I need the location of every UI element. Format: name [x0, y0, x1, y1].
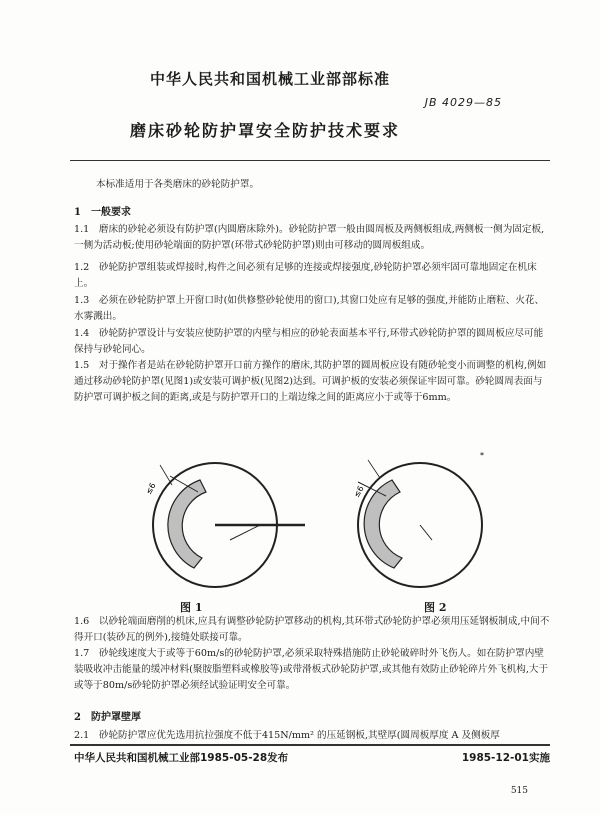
clause-1-1: 1.1 磨床的砂轮必须设有防护罩(内圆磨床除外)。砂轮防护罩一般由圆周板及两侧板组成,两侧板一侧为固定板,一侧为活动板;使用砂轮端面的防护罩(环带式砂轮防护罩)则由可移动的圆周板组成。	[74, 224, 545, 251]
issuing-organization: 中华人民共和国机械工业部部标准	[150, 70, 391, 88]
clause-2-1: 2.1 砂轮防护罩应优先选用抗拉强度不低于415N/mm² 的压延钢板,其壁厚(圆周板厚度 A 及侧板厚	[74, 730, 500, 741]
clause-1-5: 1.5 对于操作者是站在砂轮防护罩开口前方操作的磨床,其防护罩的圆周板应设有随砂轮变小而调整的机构,例如通过移动砂轮防护罩(见图1)或安装可调护板(见图2)达到。可调护板的安装必须保证牢固可靠。砂轮圆周表面与防护罩可调护板之间的距离,或是与防护罩开口的上端边缘之间的距离应小于或等于6mm。	[74, 360, 547, 403]
dimension-label: ≤6	[143, 481, 158, 496]
clause-1-3: 1.3 必须在砂轮防护罩上开窗口时(如供修整砂轮使用的窗口),其窗口处应有足够的强度,并能防止磨粒、火花、水雾溅出。	[74, 295, 545, 322]
clause-1-6: 1.6 以砂轮端面磨削的机床,应具有调整砂轮防护罩移动的机构,其环带式砂轮防护罩必须用压延钢板制成,中间不得开口(装砂瓦的例外),接缝处联接可靠。	[74, 616, 550, 643]
document-title: 磨床砂轮防护罩安全防护技术要求	[130, 121, 401, 140]
figure-mark: *	[480, 451, 484, 460]
clause-1-2: 1.2 砂轮防护罩组装或焊接时,构件之间必须有足够的连接或焊接强度,砂轮防护罩必须牢固可靠地固定在机床上。	[74, 262, 537, 289]
dimension-line	[368, 460, 380, 478]
figure-1-caption: 图 1	[180, 601, 203, 614]
dimension-label: ≤6	[351, 484, 366, 499]
dimension-line	[160, 465, 172, 485]
grinding-wheel-section	[364, 480, 402, 568]
issue-date: 中华人民共和国机械工业部1985-05-28发布	[74, 752, 289, 764]
figure-2-diagram	[320, 440, 520, 600]
page-number: 515	[510, 786, 528, 796]
grinding-wheel-section	[168, 480, 206, 568]
figure-1-diagram	[120, 440, 320, 600]
intro-paragraph: 本标准适用于各类磨床的砂轮防护罩。	[96, 179, 260, 190]
footer-rule	[70, 744, 550, 746]
header-rule	[70, 160, 550, 161]
clause-1-7: 1.7 砂轮线速度大于或等于60m/s的砂轮防护罩,必须采取特殊措施防止砂轮破碎时外飞伤人。如在防护罩内壁装吸收冲击能量的缓冲材料(聚胺脂塑料或橡胶等)或带滑板式砂轮防护罩,或其他有效防止砂轮碎片外飞机构,大于或等于80m/s砂轮防护罩必须经试验证明安全可靠。	[74, 648, 549, 691]
guard-edge-line	[420, 525, 432, 540]
clause-1-4: 1.4 砂轮防护罩设计与安装应使防护罩的内壁与相应的砂轮表面基本平行,环带式砂轮防护罩的圆周板应尽可能保持与砂轮同心。	[74, 328, 544, 355]
section-1-heading: 1 一般要求	[74, 207, 131, 218]
standard-code: JB 4029—85	[424, 96, 502, 109]
section-2-heading: 2 防护罩壁厚	[74, 712, 141, 723]
figure-2-caption: 图 2	[424, 601, 447, 614]
guard-edge-line	[230, 525, 260, 540]
effective-date: 1985-12-01实施	[461, 752, 550, 764]
